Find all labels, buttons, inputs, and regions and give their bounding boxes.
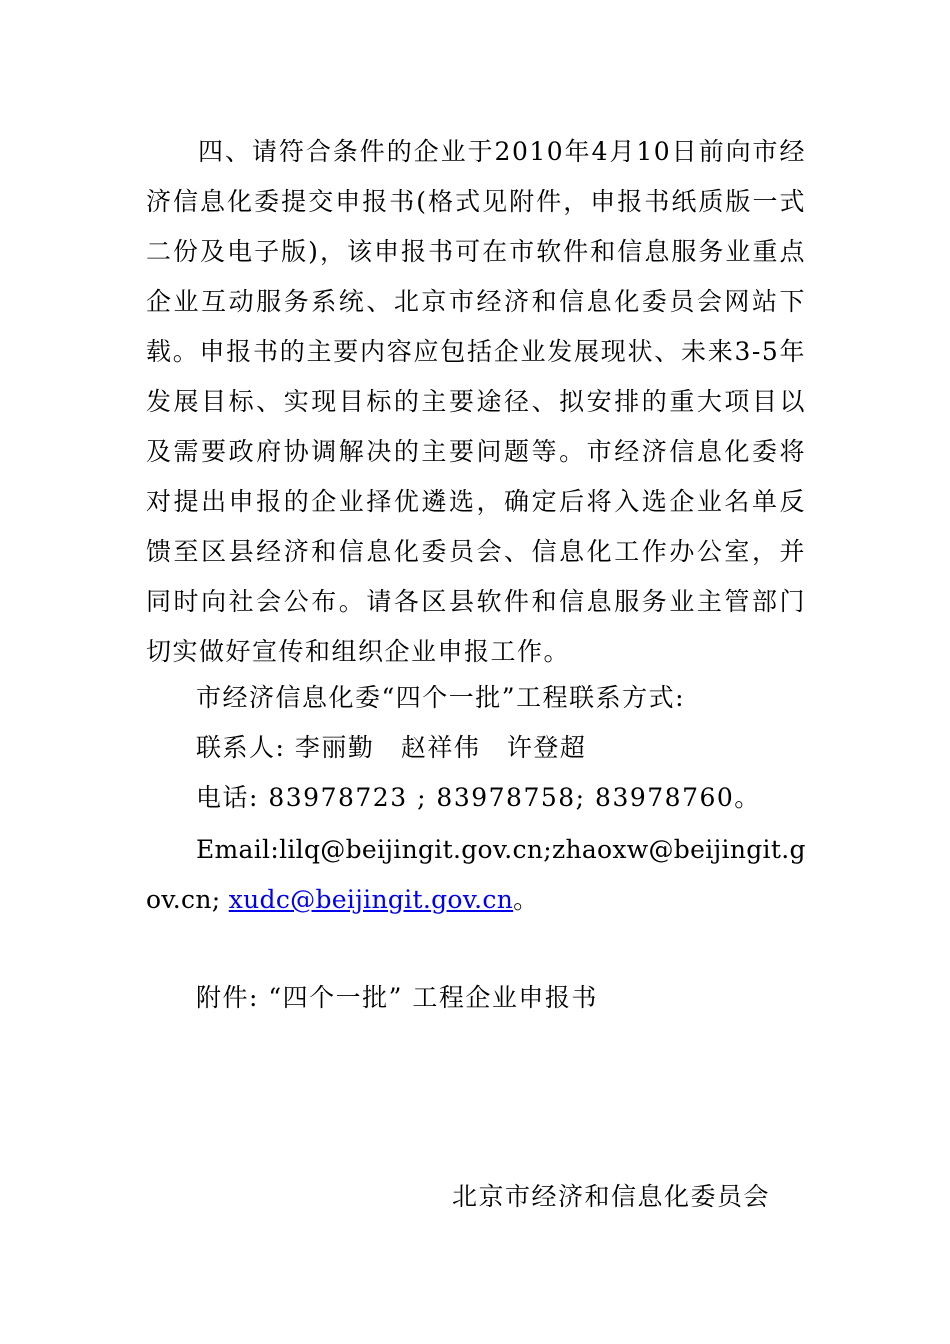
- email-addresses: Email:lilq@beijingit.gov.cn;zhaoxw@beijingit.gov.cn;: [146, 835, 806, 914]
- section-four-paragraph: 四、请符合条件的企业于2010年4月10日前向市经济信息化委提交申报书(格式见附件，申报书纸质版一式二份及电子版)，该申报书可在市软件和信息服务业重点企业互动服务系统、北京市经济和信息化委员会网站下载。申报书的主要内容应包括企业发展现状、未来3-5年发展目标、实现目标的主要途径、拟安排的重大项目以及需要政府协调解决的主要问题等。市经济信息化委将对提出申报的企业择优遴选，确定后将入选企业名单反馈至区县经济和信息化委员会、信息化工作办公室，并同时向社会公布。请各区县软件和信息服务业主管部门切实做好宣传和组织企业申报工作。: [146, 137, 806, 666]
- email-suffix: 。: [513, 885, 539, 914]
- contact-email: [146, 825, 806, 925]
- signature-org: 北京市经济和信息化委员会: [452, 1182, 771, 1211]
- contact-persons: 联系人: 李丽勤 赵祥伟 许登超: [196, 733, 587, 762]
- contact-heading: 市经济信息化委“四个一批”工程联系方式:: [196, 683, 685, 712]
- attachment-line: 附件: “四个一批” 工程企业申报书: [196, 983, 598, 1012]
- email-link-xudc[interactable]: xudc@beijingit.gov.cn: [228, 885, 514, 914]
- contact-phone: 电话: 83978723 ; 83978758; 83978760。: [196, 783, 761, 812]
